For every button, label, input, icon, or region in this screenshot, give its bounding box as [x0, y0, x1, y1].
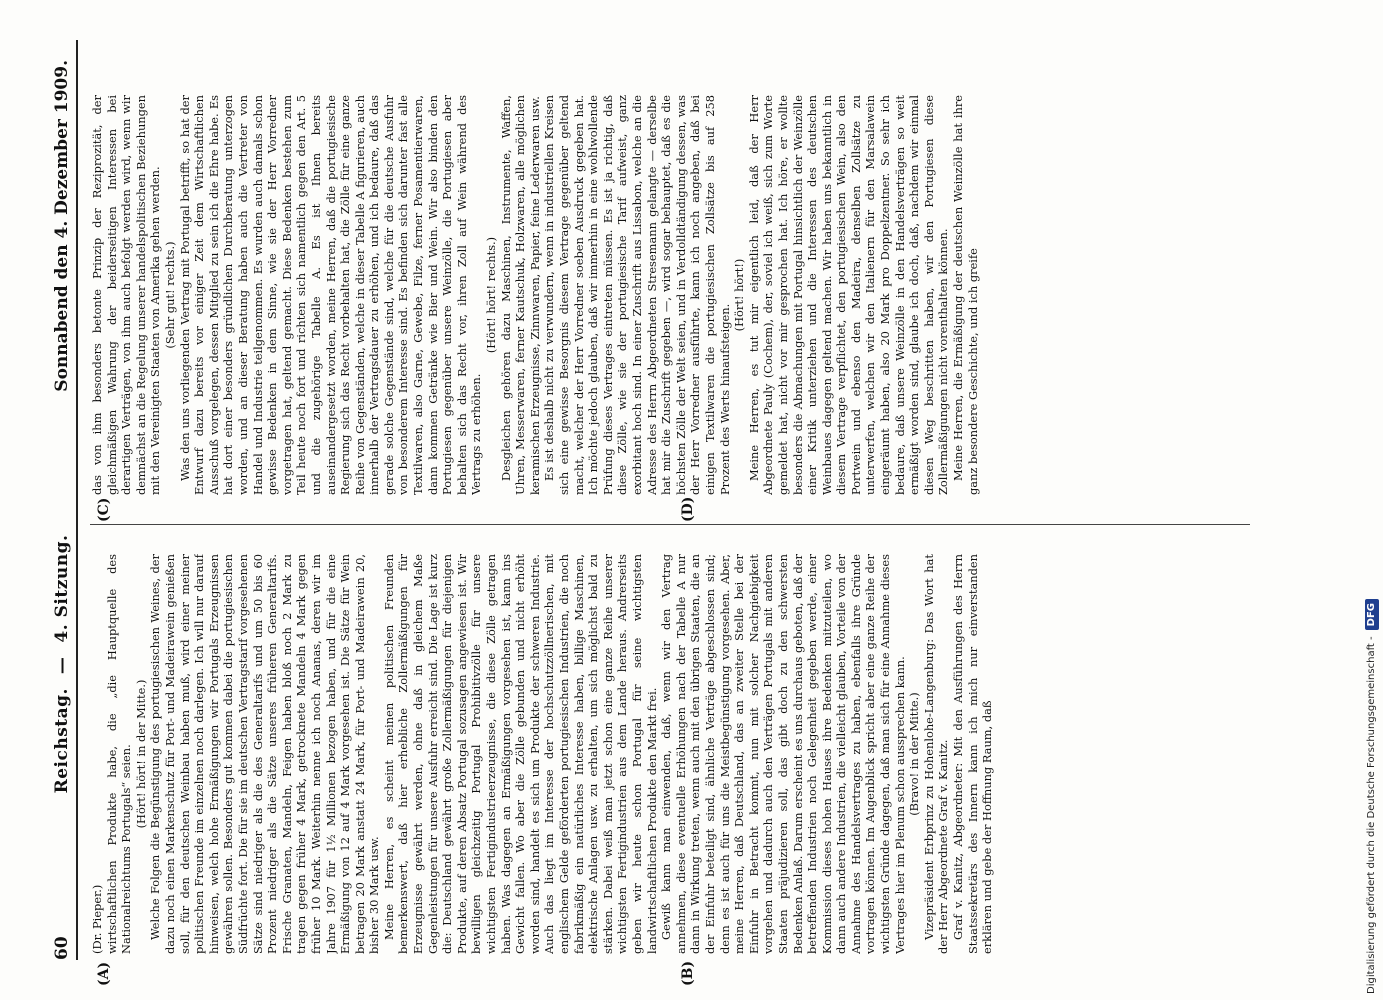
running-title	[52, 392, 72, 937]
speaker-reference: (Dr. Pieper.)	[90, 884, 104, 954]
paragraph: Meine Herren, es scheint meinen politischen Freunden bemerkenswert, daß hier erhebliche Zollermäßigungen für Erzeugnisse gewährt werden, ohne daß in gleichem Maße Gegenleistungen für unsere Ausfuhr erreicht sind. Die Lage ist kurz die: Deutschland gewährt große Zollermäßigungen für diejenigen Produkte, auf deren Absatz Portugal sozusagen angewiesen ist. Wir bewilligen gleichzeitig Portugal Prohibitivzölle für unsere wichtigsten Fertigindustrieerzeugnisse, die diese Zölle getragen haben. Was dagegen an Ermäßigungen vorgesehen ist, kann ins Gewicht fallen. Wo aber die Zölle gebunden und nicht erhöht worden sind, handelt es sich um Produkte der schweren Industrie. Auch das liegt im Interesse der hochschutzzöllnerischen, mit englischem Gelde geförderten portugiesischen Industrien, die noch fabrikmäßig ein natürliches Interesse haben, billige Maschinen, elektrische Anlagen usw. zu erhalten, um sich möglichst bald zu stärken. Dabei weiß man jetzt schon eine ganze Reihe unserer wichtigsten Fertigindustrien aus dem Lande heraus. Andrerseits geben wir heute schon Portugal für seine wichtigsten landwirtschaftlichen Produkte den Markt frei.	[381, 554, 659, 954]
title-separator: —	[52, 656, 72, 675]
running-head	[12, 60, 72, 960]
dfg-logo: DFG	[1365, 599, 1379, 630]
interjection: (Hört! hört! in der Mitte.)	[133, 679, 148, 829]
paragraph: Meine Herren, es tut mir eigentlich leid, daß der Herr Abgeordnete Pauly (Cochem), der, soviel ich weiß, sich zum Worte gemeldet hat, nicht vor mir gesprochen hat. Ich höre, er wollte besonders die Abmachungen mit Portugal hinsichtlich der Weinzölle einer Kritik unterziehen und die Interessen des deutschen Weinbaues dagegen geltend machen. Wir haben uns bekanntlich in diesem Vertrage verpflichtet, den portugiesischen Wein, also den Portwein und ebenso den Madeira, denselben Zollsätze zu unterwerfen, welchen wir den Italienern für den Marsalawein eingeräumt haben, also 20 Mark pro Doppelzentner. So sehr ich bedaure, daß unsere Weinzölle in den Handelsverträgen so weit ermäßigt worden sind, glaube ich doch, daß, nachdem wir einmal diesen Weg beschritten haben, wir den Portugiesen diese Zollermäßigungen nicht vorenthalten können.	[746, 95, 951, 495]
paragraph: wirtschaftlichen Produkte habe, die „die Hauptquelle des Nationalreichtums Portugals“ seien.	[104, 554, 134, 954]
margin-letter-d: (D)	[680, 496, 696, 522]
paragraph: Es ist deshalb nicht zu verwundern, wenn in industriellen Kreisen sich eine gewisse Besorgnis diesem Vertrage gegenüber geltend macht, welcher der Herr Vorredner soeben Ausdruck gegeben hat. Ich möchte jedoch glauben, daß wir immerhin in eine wohlwollende Prüfung dieses Vertrages eintreten müssen. Es ist ja richtig, daß diese Zölle, wie sie der portugiesische Tarif aufweist, ganz exorbitant hoch sind. In einer Zuschrift aus Lissabon, welche an die Adresse des Herrn Abgeordneten Stresemann gelangte — derselbe hat mir die Zuschrift gegeben —, wird sogar behauptet, daß es die höchsten Zölle der Welt seien, und in Verdolldtändigung dessen, was der Herr Vorredner ausführte, kann ich noch angeben, daß bei einigen Textilwaren die portugiesischen Zollsätze bis auf 258 Prozent des Werts hinaufsteigen.	[542, 95, 732, 495]
header-rule	[76, 40, 78, 960]
right-column	[90, 95, 1250, 495]
interjection: (Sehr gut! rechts.)	[162, 241, 177, 349]
interjection: (Hört! hört! rechts.)	[484, 236, 499, 354]
page-number: 60	[52, 936, 72, 960]
interjection: (Bravo! in der Mitte.)	[907, 692, 922, 816]
margin-letter-a: (A)	[96, 961, 112, 986]
paragraph: das von ihm besonders betonte Prinzip der Reziprozität, der gleichmäßigen Wahrung der beiderseitigen Interessen bei derartigen Verträgen, von ihm auch befolgt werden wird, wenn wir demnächst an die Regelung unserer handelspolitischen Beziehungen mit den Vereinigten Staaten von Amerika gehen werden.	[90, 95, 163, 495]
paragraph: Gewiß kann man einwenden, daß, wenn wir den Vertrag annehmen, diese eventuelle Erhöhungen nach der Tabelle A nur dann in Wirkung treten, wenn auch mit den übrigen Staaten, die an der Einfuhr beteiligt sind, ähnliche Verträge abgeschlossen sind; denn es ist auch für uns die Meistbegünstigung vorgesehen. Aber, meine Herren, daß Deutschland, das an zweiter Stelle bei der Einfuhr in Betracht kommt, nun mit solcher Nachgiebigkeit vorgehen und dadurch auch den Verträgen Portugals mit anderen Staaten präjudizieren soll, das gibt doch zu den schwersten Bedenken Anlaß. Darum erscheint es uns durchaus geboten, daß der betreffenden Industrien noch Gelegenheit gegeben werde, einer Kommission dieses hohen Hauses ihre Bedenken mitzuteilen, wo dann auch andere Industrien, die vielleicht glauben, Vorteile von der Annahme des Handelsvertrages zu haben, ebenfalls ihre Gründe vortragen können. Im Augenblick spricht aber eine ganze Reihe der wichtigsten Gründe dagegen, daß man sich für eine Annahme dieses Vertrages hier im Plenum schon aussprechen kann.	[659, 554, 907, 954]
paragraph: Was den uns vorliegenden Vertrag mit Portugal betrifft, so hat der Entwurf dazu bereits vor einiger Zeit dem Wirtschaftlichen Ausschuß vorgelegen, dessen Mitglied zu sein ich die Ehre habe. Es hat dort einer besonders gründlichen Durchberatung unterzogen worden, und an dieser Beratung haben auch die Vertreter von Handel und Industrie teilgenommen. Es wurden auch damals schon gewisse Bedenken in dem Sinne, wie sie der Herr Vorredner vorgetragen hat, geltend gemacht. Diese Bedenken bestehen zum Teil heute noch fort und richten sich namentlich gegen den Art. 5 und die zugehörige Tabelle A. Es ist Ihnen bereits auseinandergesetzt worden, meine Herren, daß die portugiesische Regierung sich das Recht vorbehalten hat, die Zölle für eine ganze Reihe von Gegenständen, welche in dieser Tabelle A figurieren, auch innerhalb der Vertragsdauer zu erhöhen, und ich bedaure, daß das gerade solche Gegenstände sind, welche für die deutsche Ausfuhr von besonderem Interesse sind. Es befinden sich darunter fast alle Textilwaren, also Garne, Gewebe, Filze, ferner Posamentierwaren, dann kommen Getränke wie Bier und Wein. Wir also binden den Portugiesen gegenüber unsere Weinzölle, die Portugiesen aber behalten sich das Recht vor, ihren Zoll auf Wein während des Vertrags zu erhöhen.	[177, 95, 484, 495]
session-date: Sonnabend den 4. Dezember 1909.	[52, 60, 72, 392]
paragraph: Welche Folgen die Begünstigung des portugiesischen Weines, der dazu noch einen Markenschutz für Port- und Madeirawein genießen soll, für den deutschen Weinbau haben muß, wird einer meiner politischen Freunde im einzelnen noch darlegen. Ich will nur darauf hinweisen, welch hohe Ermäßigungen wir Portugals Erzeugnissen gewähren sollen. Besonders gut kommen dabei die portugiesischen Südfrüchte fort. Die für sie im deutschen Vertragstarif vorgesehenen Sätze sind niedriger als die des Generaltarifs und um 50 bis 60 Prozent niedriger als die Sätze unseres früheren Generaltarifs. Frische Granaten, Mandeln, Feigen haben bloß noch 2 Mark zu tragen gegen früher 4 Mark, getrocknete Mandeln 4 Mark gegen früher 10 Mark. Weiterhin nenne ich noch Ananas, deren wir im Jahre 1907 für 1½ Millionen bezogen haben, und für die eine Ermäßigung von 12 auf 4 Mark vorgesehen ist. Die Sätze für Wein betragen 20 Mark anstatt 24 Mark, für Port- und Madeirawein 20, bisher 30 Mark usw.	[148, 554, 382, 954]
credit-text: Digitalisierung gefördert durch die Deutsche Forschungsgemeinschaft -	[1366, 636, 1377, 994]
parliament-title: Reichstag.	[52, 688, 72, 794]
chair-statement: Vizepräsident Erbprinz zu Hohenlohe-Langenburg: Das Wort hat der Herr Abgeordnete Graf v. Kanitz.	[921, 554, 951, 954]
interjection: (Hört! hört!)	[732, 258, 747, 332]
paragraph: Meine Herren, die Ermäßigung der deutschen Weinzölle hat ihre ganz besondere Geschichte, und ich greife	[951, 95, 980, 495]
margin-letter-c: (C)	[96, 497, 112, 522]
left-column	[90, 554, 1250, 954]
session-title: 4. Sitzung.	[52, 534, 72, 643]
digitization-credit	[1364, 6, 1380, 994]
margin-letter-b: (B)	[680, 960, 696, 986]
paragraph: Desgleichen gehören dazu Maschinen, Instrumente, Waffen, Uhren, Messerwaren, ferner Kautschuk, Holzwaren, alle möglichen keramischen Erzeugnisse, Zinnwaren, Papier, feine Lederwaren usw.	[498, 95, 542, 495]
speaker-paragraph: Graf v. Kanitz, Abgeordneter: Mit den Ausführungen des Herrn Staatssekretärs des Innern kann ich mich nur einverstanden erklären und gebe der Hoffnung Raum, daß	[951, 554, 995, 954]
column-divider	[90, 524, 1250, 525]
